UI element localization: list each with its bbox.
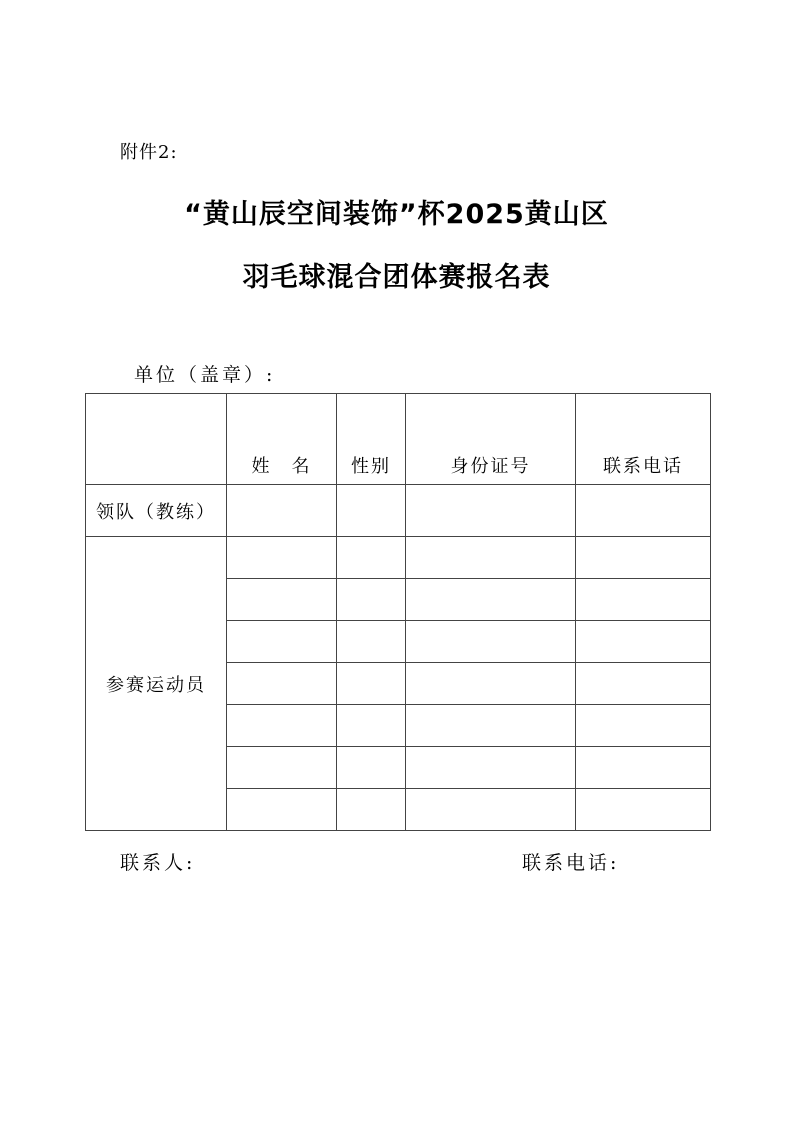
- leader-name-cell[interactable]: [227, 485, 337, 537]
- athlete-name-cell[interactable]: [227, 537, 337, 579]
- leader-id-cell[interactable]: [406, 485, 576, 537]
- athlete-phone-cell[interactable]: [576, 663, 711, 705]
- athlete-id-cell[interactable]: [406, 663, 576, 705]
- athlete-gender-cell[interactable]: [337, 621, 406, 663]
- athlete-id-cell[interactable]: [406, 579, 576, 621]
- athlete-phone-cell[interactable]: [576, 579, 711, 621]
- registration-table: [85, 393, 711, 831]
- contact-phone-label: 联系电话:: [522, 852, 620, 874]
- athlete-id-cell[interactable]: [406, 789, 576, 831]
- athlete-phone-cell[interactable]: [576, 537, 711, 579]
- athlete-name-cell[interactable]: [227, 705, 337, 747]
- athlete-phone-cell[interactable]: [576, 705, 711, 747]
- athlete-gender-cell[interactable]: [337, 705, 406, 747]
- leader-phone-cell[interactable]: [576, 485, 711, 537]
- athlete-id-cell[interactable]: [406, 537, 576, 579]
- header-id-number: 身份证号: [406, 394, 576, 485]
- contact-person-label: 联系人:: [120, 852, 196, 874]
- athlete-name-cell[interactable]: [227, 789, 337, 831]
- athlete-phone-cell[interactable]: [576, 621, 711, 663]
- athlete-gender-cell[interactable]: [337, 579, 406, 621]
- unit-seal-label: 单位（盖章）:: [134, 364, 276, 386]
- header-gender: 性别: [337, 394, 406, 485]
- leader-gender-cell[interactable]: [337, 485, 406, 537]
- page-title-line2: 羽毛球混合团体赛报名表: [242, 262, 551, 293]
- athlete-id-cell[interactable]: [406, 705, 576, 747]
- header-name: 姓 名: [227, 394, 337, 485]
- athlete-phone-cell[interactable]: [576, 747, 711, 789]
- athletes-label: 参赛运动员: [86, 537, 227, 831]
- athlete-name-cell[interactable]: [227, 579, 337, 621]
- athlete-gender-cell[interactable]: [337, 663, 406, 705]
- leader-label: 领队（教练）: [86, 485, 227, 537]
- page-title-line1: “黄山辰空间装饰”杯2025黄山区: [184, 199, 609, 230]
- athlete-phone-cell[interactable]: [576, 789, 711, 831]
- athlete-name-cell[interactable]: [227, 621, 337, 663]
- athlete-id-cell[interactable]: [406, 747, 576, 789]
- athlete-id-cell[interactable]: [406, 621, 576, 663]
- athlete-row: [86, 537, 711, 579]
- athlete-gender-cell[interactable]: [337, 537, 406, 579]
- attachment-label: 附件2:: [120, 142, 178, 163]
- athlete-name-cell[interactable]: [227, 663, 337, 705]
- leader-row: [86, 485, 711, 537]
- header-phone: 联系电话: [576, 394, 711, 485]
- athlete-gender-cell[interactable]: [337, 747, 406, 789]
- athlete-name-cell[interactable]: [227, 747, 337, 789]
- table-header-row: [86, 394, 711, 485]
- athlete-gender-cell[interactable]: [337, 789, 406, 831]
- header-corner-cell: [86, 394, 227, 485]
